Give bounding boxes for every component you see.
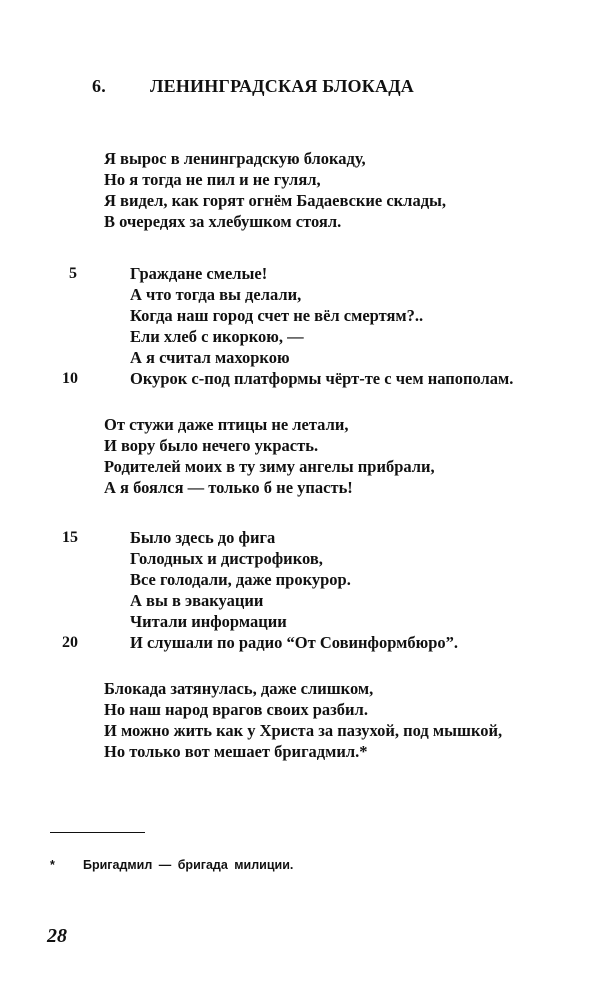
stanza-2 [0,263,600,389]
verse-line: Но я тогда не пил и не гулял, [104,170,321,189]
verse-line: Я видел, как горят огнём Бадаевские склады, [104,191,447,210]
footnote-marker: * [50,858,55,872]
verse-line: Ели хлеб с икоркою, — [130,327,304,346]
verse-line: Голодных и дистрофиков, [130,549,323,568]
verse-line: И можно жить как у Христа за пазухой, под мышкой, [104,721,503,740]
verse-line: Я вырос в ленинградскую блокаду, [104,149,366,168]
stanza-1 [0,148,600,232]
verse-line: Но только вот мешает бригадмил.* [104,742,368,761]
line-number: 20 [62,634,78,651]
verse-line: А я боялся — только б не упасть! [104,478,353,497]
verse-line: Но наш народ врагов своих разбил. [104,700,368,719]
verse-line: Когда наш город счет не вёл смертям?.. [130,306,424,325]
verse-line: 10 Окурок с-под платформы чёрт-те с чем напополам. [62,369,514,388]
verse-line: 20 И слушали по радио “От Совинформбюро”. [62,633,459,652]
stanza-5 [0,678,600,762]
stanza-4 [0,527,600,653]
line-number: 10 [62,370,78,387]
verse-line: Блокада затянулась, даже слишком, [104,679,374,698]
verse-line: И вору было нечего украсть. [104,436,319,455]
poem-title: ЛЕНИНГРАДСКАЯ БЛОКАДА [150,76,414,96]
verse-line: Все голодали, даже прокурор. [130,570,351,589]
footnote-divider [50,832,145,833]
line-number: 5 [69,265,77,282]
verse-line: А вы в эвакуации [130,591,264,610]
verse-line: В очередях за хлебушком стоял. [104,212,342,231]
verse-line: Читали информации [130,612,287,631]
footnote-text: Бригадмил — бригада милиции. [83,858,294,872]
stanza-3 [0,414,600,498]
verse-line: От стужи даже птицы не летали, [104,415,349,434]
verse-line: Родителей моих в ту зиму ангелы прибрали, [104,457,435,476]
poem-number: 6. [92,76,106,96]
verse-line: 5 Граждане смелые! [69,264,268,283]
verse-line: А что тогда вы делали, [130,285,302,304]
verse-line: А я считал махоркою [130,348,290,367]
line-number: 15 [62,529,78,546]
page-number: 28 [47,925,67,947]
verse-line: 15 Было здесь до фига [62,528,276,547]
